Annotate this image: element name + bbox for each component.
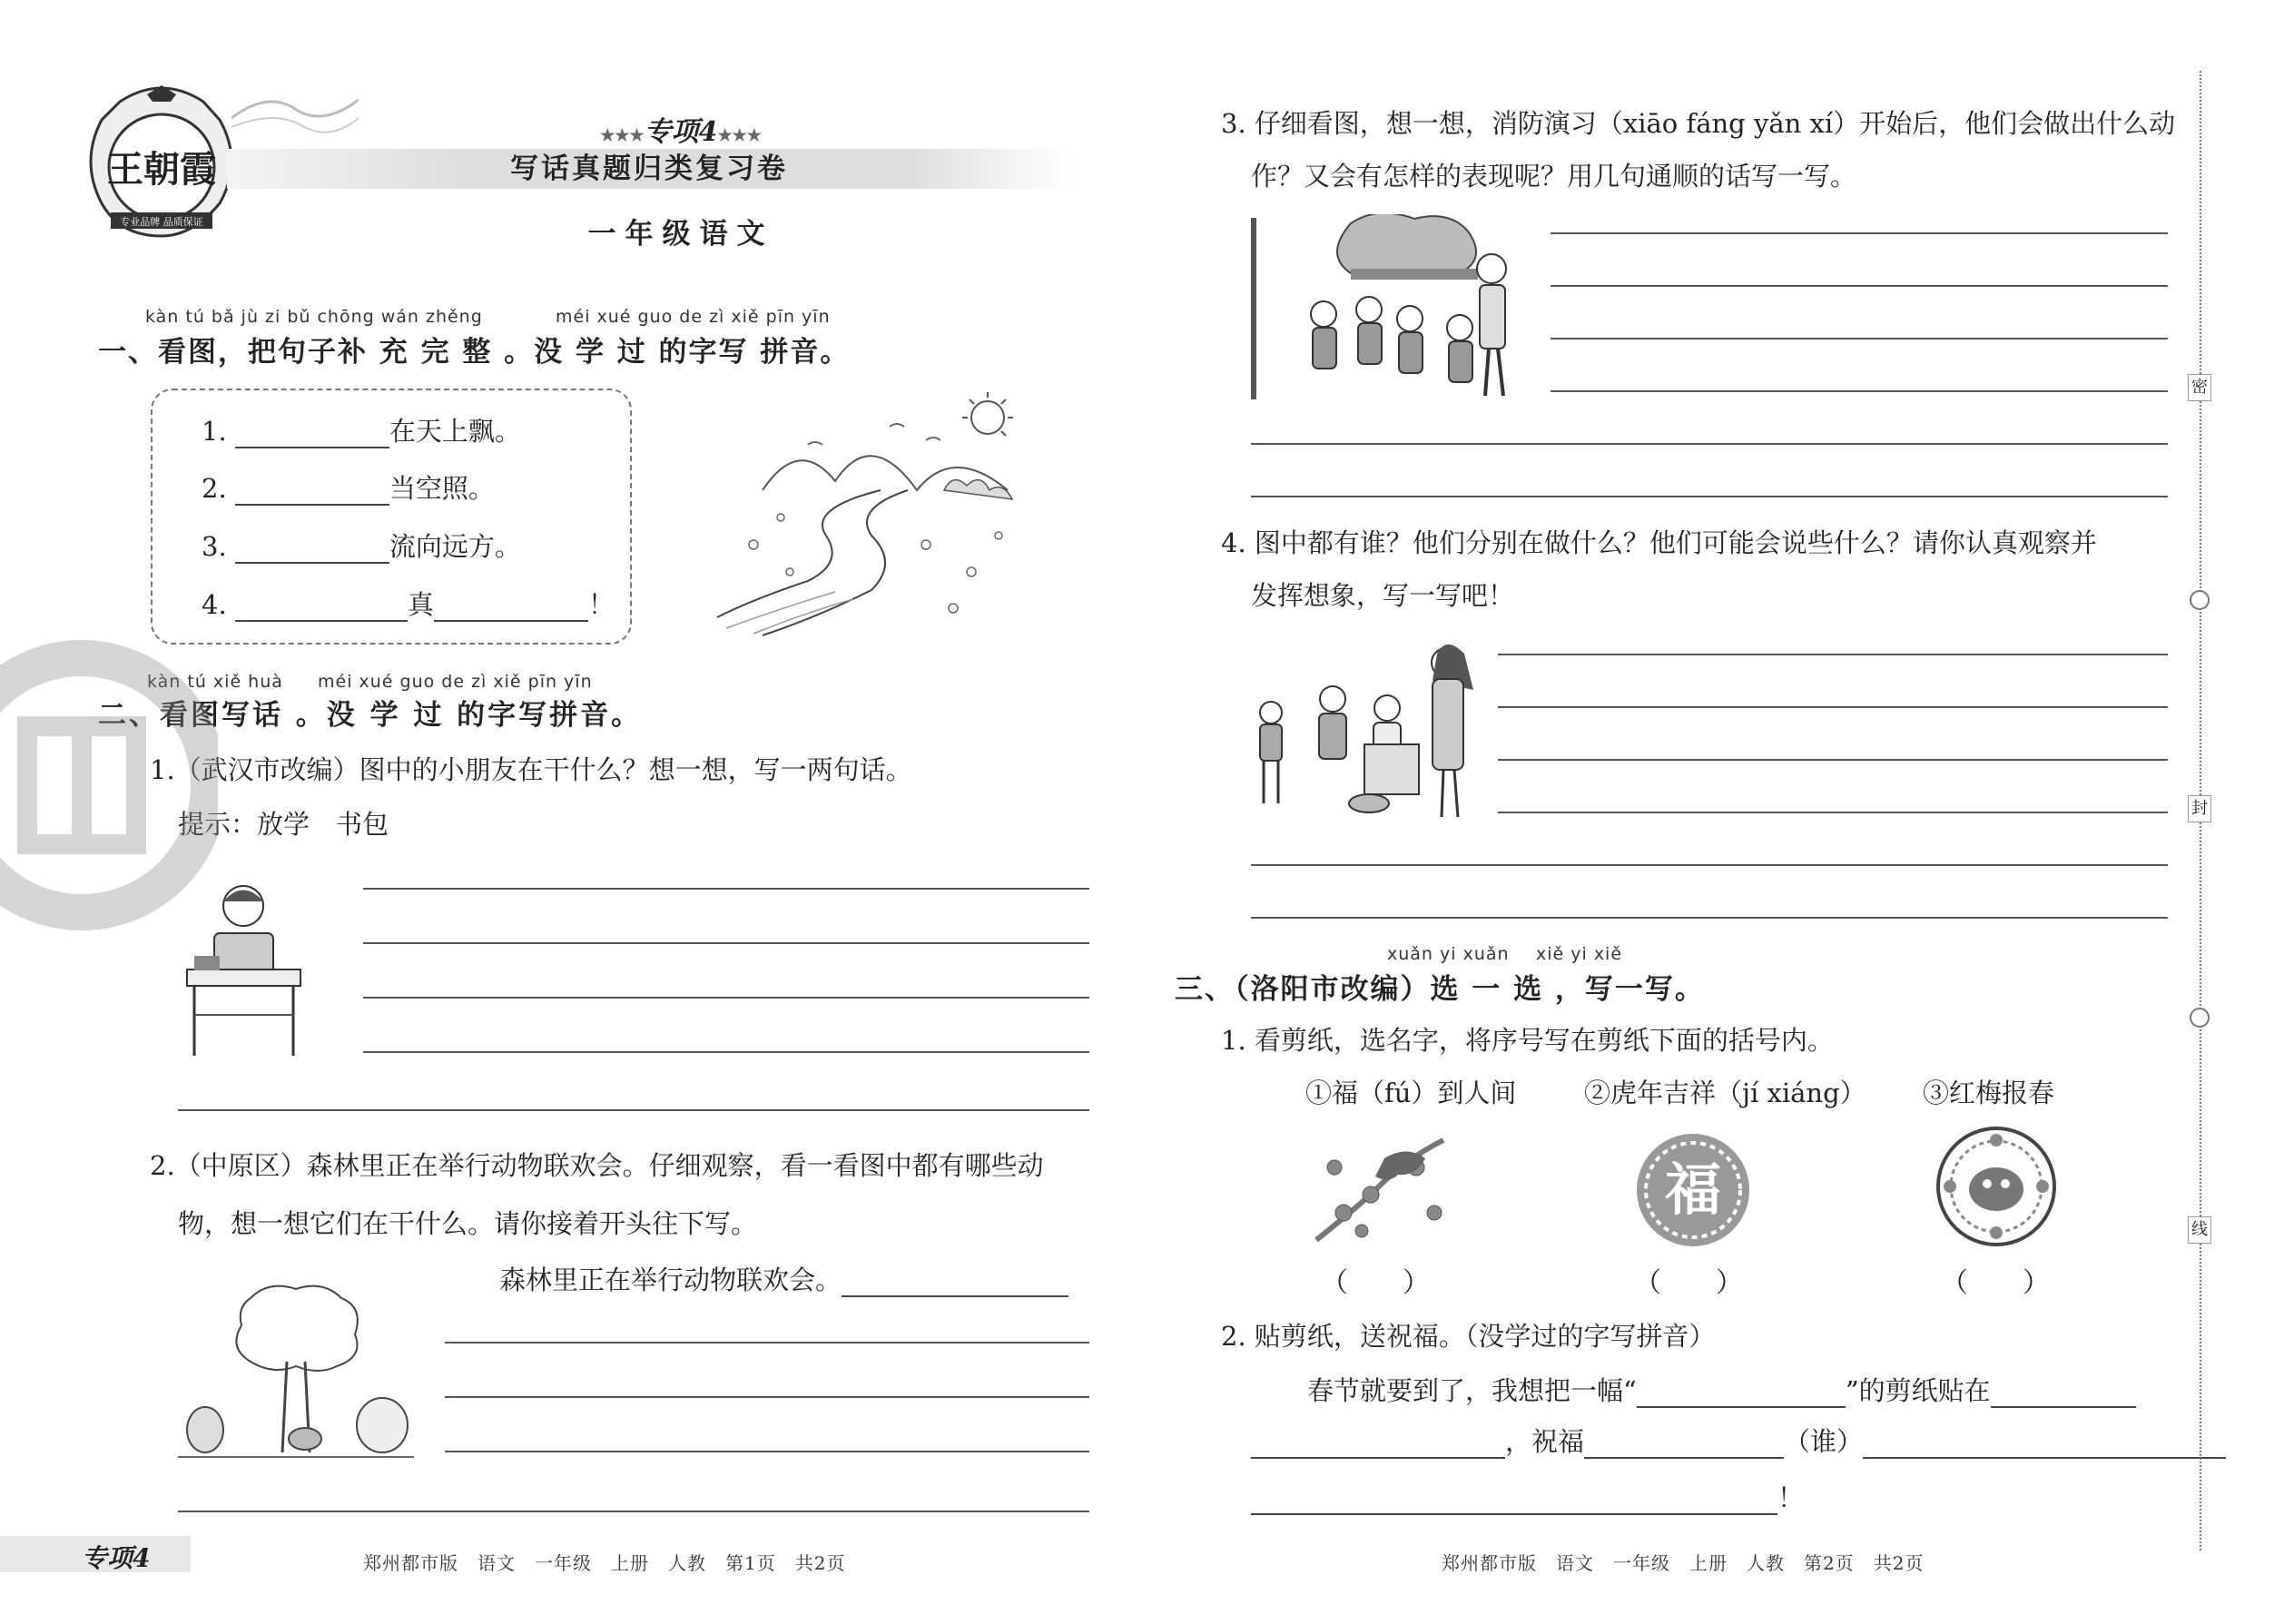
s2-q4-line-6[interactable] (1251, 917, 2168, 919)
s2-q3-line2: 作？又会有怎样的表现呢？用几句通顺的话写一写。 (1251, 161, 1857, 192)
s3-fill-row2: ，祝福 （谁） (1251, 1422, 2226, 1459)
section3-title: 三、（洛阳市改编）选 一 选 ，写一写。 (1175, 973, 1705, 1006)
ribbon-decoration (231, 91, 359, 145)
s2-q3-line-2[interactable] (1551, 285, 2168, 287)
section3-pinyin-a: xuǎn yi xuǎn (1387, 944, 1510, 964)
s2-q3-line-1[interactable] (1551, 232, 2168, 234)
s2-q4-line-2[interactable] (1498, 706, 2168, 708)
landscape-illustration (699, 390, 1044, 645)
papercut-fu-character (1634, 1131, 1752, 1249)
s3-fill-row3: ！ (1251, 1478, 1804, 1515)
s2-q1: 1.（武汉市改编）图中的小朋友在干什么？想一想，写一两句话。 (150, 754, 912, 785)
forest-party-illustration (178, 1280, 414, 1462)
section2-pinyin-a: kàn tú xiě huà (147, 672, 283, 692)
footer-right: 郑州都市版 语文 一年级 上册 人教 第2页 共2页 (1442, 1552, 1925, 1574)
s3-q2: 2. 贴剪纸，送祝福。（没学过的字写拼音） (1221, 1321, 1716, 1352)
family-care-illustration (1251, 635, 1489, 822)
s3-blank-rest[interactable] (1863, 1432, 2226, 1459)
fire-drill-illustration (1251, 214, 1532, 407)
s2-q1-line-1[interactable] (363, 888, 1089, 890)
s2-q2-line1: 2.（中原区）森林里正在举行动物联欢会。仔细观察，看一看图中都有哪些动 (150, 1150, 1044, 1181)
s2-q1-line-2[interactable] (363, 942, 1089, 944)
section3-pinyin-b: xiě yi xiě (1536, 944, 1623, 964)
papercut-tiger (1935, 1126, 2057, 1247)
s2-q2-blank[interactable] (842, 1270, 1068, 1297)
papercut-magpie-plum (1307, 1131, 1454, 1247)
footer-left: 郑州都市版 语文 一年级 上册 人教 第1页 共2页 (363, 1552, 846, 1574)
s2-q2-line2: 物，想一想它们在干什么。请你接着开头往下写。 (178, 1208, 758, 1239)
topic-header: ★★★专项4★★★ (600, 116, 762, 148)
s2-q2-line-3[interactable] (445, 1451, 1089, 1452)
margin-label-mi: 密 (2188, 374, 2211, 401)
s1-item-2: 2. 当空照。 (202, 473, 495, 504)
margin-ring-2 (2190, 1008, 2210, 1028)
s1-item-1: 1. 在天上飘。 (202, 416, 521, 447)
brand-logo (84, 84, 240, 240)
section2-pinyin-b: méi xué guo de zì xiě pīn yīn (318, 672, 593, 692)
grade-title: 一年级语文 (587, 218, 774, 251)
s3-blank-place2[interactable] (1251, 1432, 1505, 1459)
s2-q4-line-3[interactable] (1498, 759, 2168, 761)
s1-item-3: 3. 流向远方。 (202, 531, 521, 562)
s2-q3-line-3[interactable] (1551, 338, 2168, 340)
s1-blank-1[interactable] (235, 421, 389, 448)
s2-q2-line-4[interactable] (178, 1511, 1089, 1512)
title-bar (227, 149, 1071, 189)
s3-option-2: ②虎年吉祥（jí xiáng） (1584, 1078, 1866, 1108)
s2-q1-line-4[interactable] (363, 1051, 1089, 1053)
s2-q1-line-3[interactable] (363, 997, 1089, 999)
section2-title: 二、看图写话 。没 学 过 的字写拼音。 (98, 699, 643, 732)
margin-ring-1 (2190, 590, 2210, 610)
topic-label: 专项4 (644, 116, 718, 148)
s1-item-4: 4. 真 ！ (202, 589, 615, 620)
margin-label-feng: 封 (2188, 795, 2211, 822)
footer-topic-label: 专项4 (82, 1543, 151, 1573)
s3-blank-papercut[interactable] (1637, 1381, 1846, 1408)
s3-answer-paren-1[interactable]: （ ） (1321, 1267, 1430, 1299)
page-title: 写话真题归类复习卷 (510, 153, 788, 185)
s2-q4-line-5[interactable] (1251, 864, 2168, 866)
s2-q3-line-5[interactable] (1251, 443, 2168, 445)
s3-blank-who[interactable] (1584, 1432, 1784, 1459)
s3-answer-paren-2[interactable]: （ ） (1634, 1267, 1743, 1299)
s1-blank-4b[interactable] (434, 595, 588, 622)
s3-answer-paren-3[interactable]: （ ） (1941, 1267, 2050, 1299)
s2-q3-line-6[interactable] (1251, 496, 2168, 497)
s1-blank-2[interactable] (235, 478, 389, 506)
watermark-seal (0, 626, 218, 944)
s2-q2-line-1[interactable] (445, 1342, 1089, 1343)
s3-blank-wish[interactable] (1251, 1488, 1777, 1515)
s2-q2-line-2[interactable] (445, 1396, 1089, 1398)
fu-char: 福 (1664, 1156, 1722, 1223)
s3-q1: 1. 看剪纸，选名字，将序号写在剪纸下面的括号内。 (1221, 1025, 1834, 1056)
s2-q2-start: 森林里正在举行动物联欢会。 (499, 1260, 1068, 1297)
s2-q3-line-4[interactable] (1551, 390, 2168, 392)
footer-topic-tab (0, 1536, 191, 1572)
s1-blank-4a[interactable] (235, 595, 408, 622)
s2-q3-line1: 3. 仔细看图，想一想，消防演习（xiāo fáng yǎn xí）开始后，他们会做出什么动 (1221, 108, 2176, 139)
s2-hint: 提示：放学 书包 (178, 809, 389, 840)
svg-text:专业品牌 品质保证: 专业品牌 品质保证 (120, 216, 203, 228)
section1-pinyin-a: kàn tú bǎ jù zi bǔ chōng wán zhěng (145, 307, 483, 327)
s2-q1-line-5[interactable] (178, 1109, 1089, 1111)
s3-option-1: ①福（fú）到人间 (1305, 1078, 1517, 1108)
s3-blank-place[interactable] (1991, 1381, 2136, 1408)
s1-blank-3[interactable] (235, 536, 389, 564)
s2-q4-line2: 发挥想象，写一写吧！ (1251, 580, 1515, 611)
s2-q4-line-4[interactable] (1498, 812, 2168, 813)
section1-title: 一、看图，把句子补 充 完 整 。没 学 过 的字写 拼音。 (98, 336, 851, 369)
s3-fill-row1: 春节就要到了，我想把一幅“ ”的剪纸贴在 (1307, 1371, 2136, 1408)
s3-option-3: ③红梅报春 (1923, 1078, 2055, 1108)
margin-label-xian: 线 (2188, 1216, 2211, 1244)
s2-q4-line-1[interactable] (1498, 654, 2168, 655)
section1-pinyin-b: méi xué guo de zì xiě pīn yīn (556, 307, 831, 327)
svg-text:王朝霞: 王朝霞 (107, 148, 216, 191)
s2-q4-line1: 4. 图中都有谁？他们分别在做什么？他们可能会说些什么？请你认真观察并 (1221, 527, 2097, 558)
